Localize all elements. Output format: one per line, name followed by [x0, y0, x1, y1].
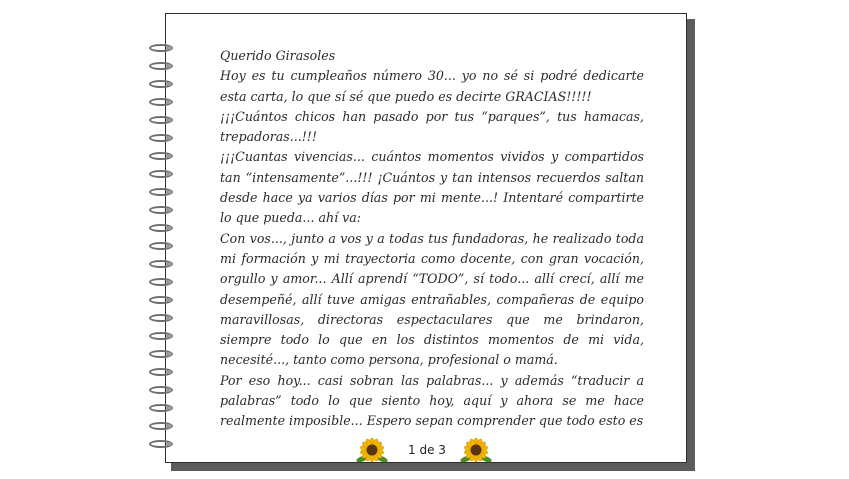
binding-ring — [149, 44, 173, 52]
binding-ring — [149, 332, 173, 340]
letter-greeting: Querido Girasoles — [220, 48, 336, 63]
binding-ring — [149, 368, 173, 376]
sunflower-icon — [355, 437, 389, 465]
binding-ring — [149, 278, 173, 286]
binding-ring — [149, 134, 173, 142]
binding-ring — [149, 170, 173, 178]
binding-ring — [149, 152, 173, 160]
binding-ring — [149, 62, 173, 70]
binding-ring — [149, 260, 173, 268]
binding-ring — [149, 314, 173, 322]
letter-body — [220, 46, 644, 432]
letter-paragraph: ¡¡¡Cuantas vivencias... cuántos momentos vividos y compartidos tan “intensamente”...!!! ¡Cuántos y tan intensos recuerdos saltan desde hace ya varios días por mi mente...! Intentaré compartirte lo que pueda... ahí va: — [220, 149, 644, 226]
letter-paragraph: Hoy es tu cumpleaños número 30... yo no sé si podré dedicarte esta carta, lo que sí sé que puedo es decirte GRACIAS!!!!! — [220, 68, 644, 104]
binding-ring — [149, 422, 173, 430]
binding-ring — [149, 188, 173, 196]
binding-ring — [149, 350, 173, 358]
letter-paragraph: ¡¡¡Cuántos chicos han pasado por tus “parques”, tus hamacas, trepadoras...!!! — [220, 108, 644, 145]
binding-ring — [149, 116, 173, 124]
binding-ring — [149, 404, 173, 412]
sunflower-icon — [459, 437, 493, 465]
binding-ring — [149, 224, 173, 232]
binding-ring — [149, 440, 173, 448]
binding-ring — [149, 80, 173, 88]
page-number: 1 de 3 — [408, 443, 446, 457]
letter-paragraph: Con vos..., junto a vos y a todas tus fundadoras, he realizado toda mi formación y mi trayectoria como docente, con gran vocación, orgullo y amor... Allí aprendí “TODO”, sí todo... allí crecí, allí me desempeñé, allí tuve amigas entrañables, compañeras de equipo maravillosas, directoras espectaculares que me brindaron, siempre todo lo que en los distintos momentos de mi vida, necesité..., tanto como persona, profesional o mamá. — [220, 230, 644, 368]
binding-ring — [149, 242, 173, 250]
binding-ring — [149, 206, 173, 214]
binding-ring — [149, 386, 173, 394]
binding-ring — [149, 296, 173, 304]
page-footer — [355, 437, 497, 467]
letter-paragraph: Por eso hoy... casi sobran las palabras... y además “traducir a palabras” todo lo que siento hoy, aquí y ahora se me hace realmente imposible... Espero sepan comprender que todo esto es — [220, 372, 644, 429]
binding-ring — [149, 98, 173, 106]
